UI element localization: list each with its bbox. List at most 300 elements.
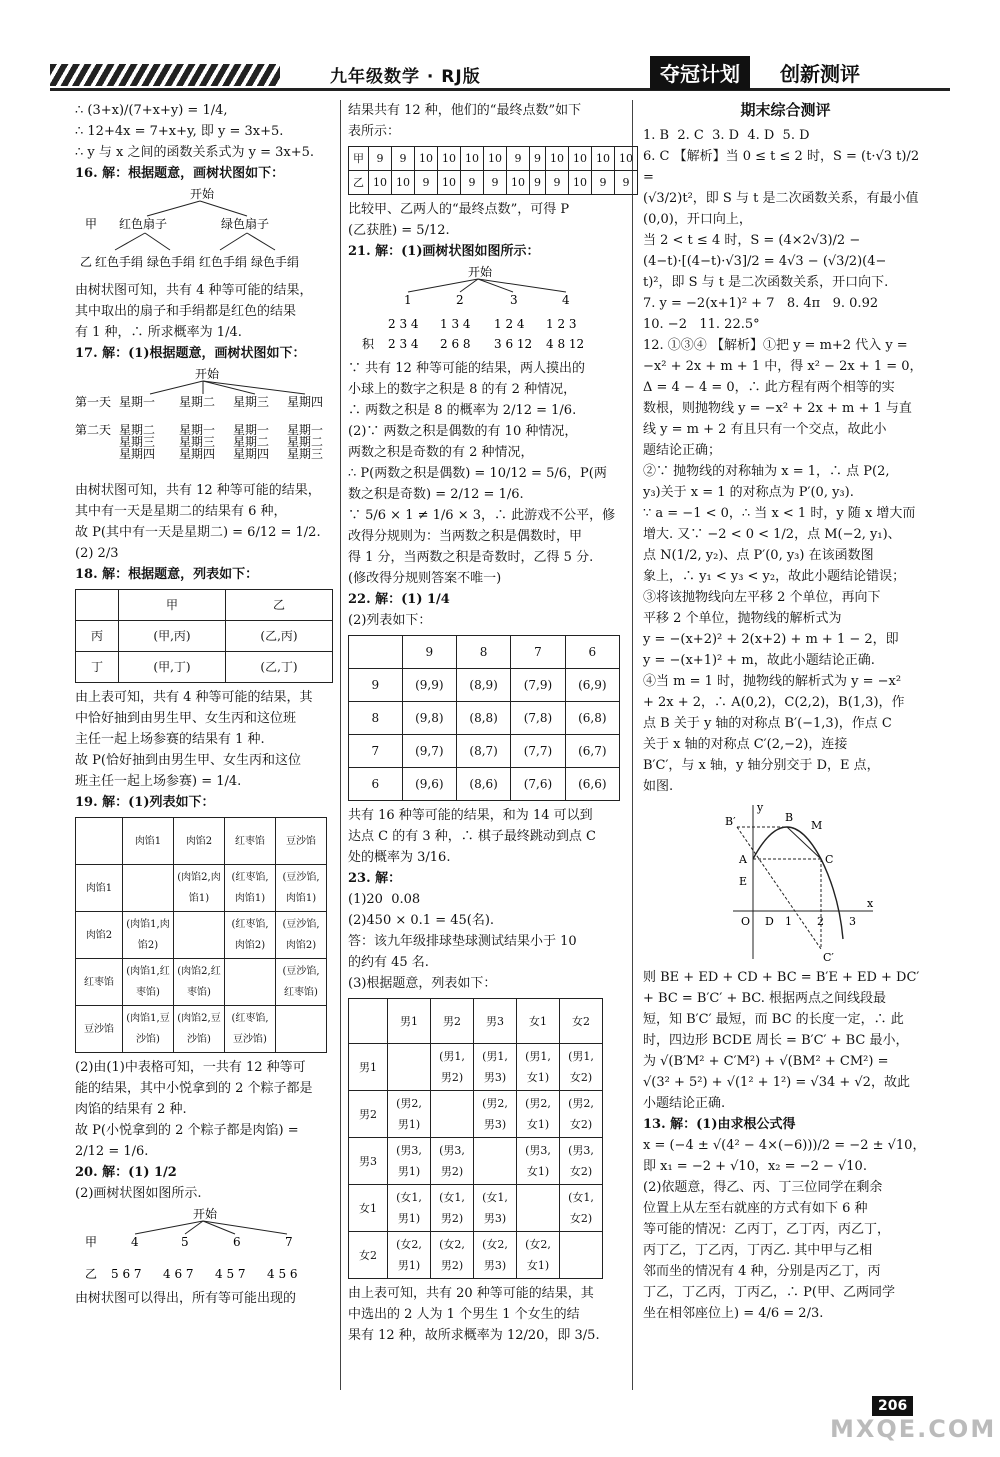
table-cell: (肉馅1,红枣馅)	[123, 959, 174, 1006]
table-cell: (7,9)	[511, 669, 565, 702]
table-cell: (8,7)	[456, 735, 510, 768]
table-cell: 乙	[226, 590, 333, 621]
text-line: 丁乙，丁乙丙，丁丙乙，∴ P(甲、乙两同学	[643, 1285, 895, 1300]
text-line: 丙丁乙，丁乙丙，丁丙乙. 其中甲与乙相	[643, 1243, 873, 1258]
table-cell	[123, 865, 174, 912]
text-line: (2)列表如下：	[348, 613, 432, 628]
text-line: 的约有 45 名.	[348, 955, 429, 970]
text-line: 增大. 又∵ −2 < 0 < 1/2，点 M(−2, y₁)、	[643, 527, 901, 542]
table-cell: 9	[369, 147, 392, 171]
text-line: 则 BE + ED + CD + BC = B′E + ED + DC′	[643, 970, 920, 985]
segment-b-prime-c-prime	[737, 827, 821, 949]
tree-node: 4 5 7	[215, 1267, 246, 1281]
question-13: 13. 解：(1)由求根公式得	[643, 1117, 796, 1132]
text-line: 6. C 【解析】当 0 ≤ t ≤ 2 时，S = (t·√3 t)/2 =	[643, 149, 924, 185]
parabola-graph	[723, 799, 883, 965]
table-cell: (男2,女1)	[517, 1091, 560, 1138]
table-cell: 丁	[76, 652, 119, 683]
text-line: 改得分规则为：当两数之积是偶数时，甲	[348, 529, 583, 544]
table-cell: 9	[349, 669, 403, 702]
tree-root: 开始	[190, 187, 215, 201]
table-cell: 9	[392, 147, 415, 171]
column-left	[75, 100, 335, 1309]
column-right	[643, 100, 928, 1324]
table-cell: (6,8)	[565, 702, 619, 735]
text-line: y₃)关于 x = 1 的对称点为 P′(0, y₃).	[643, 485, 854, 500]
table-cell: (9,8)	[402, 702, 456, 735]
text-line: 如图.	[643, 779, 674, 794]
text-line: 7. y = −2(x+1)² + 7 8. 4π 9. 0.92	[643, 296, 879, 311]
table-cell: 10	[569, 147, 592, 171]
table-cell: (豆沙馅,肉馅1)	[276, 865, 327, 912]
table-cell: (9,6)	[402, 768, 456, 801]
tree-node: 星期四	[179, 447, 216, 461]
column-middle	[348, 100, 633, 1346]
text-line: 其中有一天是星期二的结果有 6 种，	[75, 504, 287, 519]
text-line: 即 x₁ = −2 + √10，x₂ = −2 − √10.	[643, 1159, 867, 1174]
table-cell: (红枣馅,肉馅2)	[225, 912, 276, 959]
table-cell: 10	[546, 147, 569, 171]
column-divider	[632, 100, 633, 1390]
text-line: 关于 x 轴的对称点 C′(2,−2)，连接	[643, 737, 848, 752]
point-label: A	[739, 853, 747, 866]
text-line: 坐在相邻座位上) = 4/6 = 2/3.	[643, 1306, 824, 1321]
tree-node: 星期一	[179, 423, 216, 437]
text-line: + BC = B′C′ + BC. 根据两点之间线段最	[643, 991, 887, 1006]
table-cell: 10	[484, 147, 507, 171]
table-header-row	[349, 999, 603, 1044]
table-cell: 8	[349, 702, 403, 735]
table-cell: 9	[484, 171, 507, 195]
table-cell	[517, 1185, 560, 1232]
text-line: 时，四边形 BCDE 周长 = B′C′ + BC 最小，	[643, 1033, 909, 1048]
text-line: 结果共有 12 种，他们的“最终点数”如下	[348, 103, 582, 118]
table-cell	[276, 1006, 327, 1053]
tree-node: 2 6 8	[440, 337, 471, 351]
text-line: (0,0)，开口向上，	[643, 212, 752, 227]
table-cell: (8,6)	[456, 768, 510, 801]
table-18	[75, 589, 333, 683]
table-row	[349, 171, 638, 195]
text-line: (2)由(1)中表格可知，一共有 12 种等可	[75, 1060, 306, 1075]
points-table	[348, 146, 638, 195]
table-cell: 10	[369, 171, 392, 195]
table-cell: 女1	[349, 1185, 388, 1232]
table-cell: 女2	[560, 999, 603, 1044]
table-cell: 9	[592, 171, 615, 195]
table-cell: 肉馅1	[76, 865, 123, 912]
text-line: (1)20 0.08	[348, 892, 421, 907]
text-line: 2/12 = 1/6.	[75, 1144, 149, 1159]
tree-node: 2 3 4	[388, 337, 419, 351]
text-line: t)²，即 S 与 t 是二次函数关系，开口向下.	[643, 275, 889, 290]
tree-node: 星期三	[233, 395, 270, 409]
tick-label: 1	[785, 915, 792, 928]
text-line: 处的概率为 3/16.	[348, 850, 451, 865]
tree-node: 星期一	[233, 423, 270, 437]
text-line: 两数之积是奇数的有 2 种情况，	[348, 445, 534, 460]
tree-node: 4 8 12	[546, 337, 585, 351]
tree-node: 4	[131, 1235, 139, 1249]
table-row	[349, 735, 620, 768]
table-cell	[174, 912, 225, 959]
table-cell: 9	[530, 171, 546, 195]
table-cell: 9	[402, 636, 456, 669]
table-cell: 男3	[474, 999, 517, 1044]
table-cell: 肉馅2	[76, 912, 123, 959]
table-cell: 9	[415, 171, 438, 195]
table-cell: (男1,男3)	[474, 1044, 517, 1091]
tree-level-label: 第一天	[75, 395, 112, 409]
table-cell: 10	[592, 147, 615, 171]
point-label: E	[739, 875, 748, 888]
text-line: 表所示：	[348, 124, 401, 139]
table-cell: (7,6)	[511, 768, 565, 801]
text-line: 数根，则抛物线 y = −x² + 2x + m + 1 与直	[643, 401, 912, 416]
table-cell: (女1,男3)	[474, 1185, 517, 1232]
tree-node: 1 3 4	[440, 317, 471, 331]
table-header-row	[76, 590, 333, 621]
table-cell: (乙,丙)	[226, 621, 333, 652]
table-cell: (男3,女2)	[560, 1138, 603, 1185]
text-line: 能的结果，其中小悦拿到的 2 个粽子都是	[75, 1081, 313, 1096]
text-line: 由树状图可知，共有 12 种等可能的结果，	[75, 483, 321, 498]
table-cell: 女2	[349, 1232, 388, 1279]
tree-node: 5 6 7	[111, 1267, 142, 1281]
table-cell: 豆沙馅	[276, 818, 327, 865]
header-stripe-decoration	[50, 64, 280, 86]
text-line: 故 P(其中有一天是星期二) = 6/12 = 1/2.	[75, 525, 321, 540]
text-line: 为 √(B′M² + C′M²) + √(BM² + CM²) =	[643, 1054, 889, 1069]
table-row	[349, 147, 638, 171]
text-line: 故 P(恰好抽到由男生甲、女生丙和这位	[75, 753, 301, 768]
question-18: 18. 解：根据题意，列表如下：	[75, 567, 259, 582]
question-21: 21. 解：(1)画树状图如图所示：	[348, 244, 540, 259]
text-line: ∵ 5/6 × 1 ≠ 1/6 × 3，∴ 此游戏不公平，修	[348, 508, 616, 523]
tree-node: 星期二	[179, 395, 216, 409]
text-line: 共有 16 种等可能的结果，和为 14 可以到	[348, 808, 593, 823]
text-line: 短，知 B′C′ 最短，而 BC 的长度一定，∴ 此	[643, 1012, 904, 1027]
table-cell: 肉馅1	[123, 818, 174, 865]
text-line: (2) 2/3	[75, 546, 119, 561]
table-cell: (女2,男1)	[388, 1232, 431, 1279]
table-cell	[388, 1044, 431, 1091]
table-cell: 男3	[349, 1138, 388, 1185]
table-cell: (豆沙馅,红枣馅)	[276, 959, 327, 1006]
tree-node: 星期四	[119, 447, 156, 461]
table-cell: (男2,男3)	[474, 1091, 517, 1138]
text-line: y = −(x+1)² + m，故此小题结论正确.	[643, 653, 875, 668]
table-cell: (7,8)	[511, 702, 565, 735]
text-line: B′C′，与 x 轴，y 轴分别交于 D，E 点，	[643, 758, 880, 773]
brand-logo: 夺冠计划	[650, 56, 750, 90]
table-23	[348, 998, 603, 1279]
tree-root: 开始	[468, 265, 493, 279]
text-line: + 2x + 2，∴ A(0,2)，C(2,2)，B(1,3)，作	[643, 695, 905, 710]
table-cell: 甲	[119, 590, 226, 621]
tree-node: 星期三	[179, 435, 216, 449]
axis-label: y	[757, 801, 764, 814]
text-line: 有 1 种，∴ 所求概率为 1/4.	[75, 325, 242, 340]
table-cell	[76, 590, 119, 621]
tree-node: 星期四	[233, 447, 270, 461]
tick-label: 3	[849, 915, 856, 928]
axis-label: x	[867, 897, 874, 910]
watermark: MXQE.COM	[830, 1415, 997, 1443]
tree-node: 星期四	[287, 395, 324, 409]
point-label: C′	[823, 951, 834, 964]
table-cell	[349, 999, 388, 1044]
text-line: ③将该抛物线向左平移 2 个单位，再向下	[643, 590, 881, 605]
text-line: 等可能的情况：乙丙丁，乙丁丙，丙乙丁，	[643, 1222, 891, 1237]
table-cell: (女2,男3)	[474, 1232, 517, 1279]
table-cell: 10	[415, 147, 438, 171]
point-label: C	[825, 853, 834, 866]
table-cell: (甲,丙)	[119, 621, 226, 652]
table-cell: 7	[349, 735, 403, 768]
tree-node: 4 6 7	[163, 1267, 194, 1281]
point-label: M	[811, 819, 823, 832]
table-row	[76, 912, 327, 959]
table-cell: (6,9)	[565, 669, 619, 702]
table-cell: 9	[546, 171, 569, 195]
table-row	[349, 1044, 603, 1091]
text-line: ∴ 两数之积是 8 的概率为 2/12 = 1/6.	[348, 403, 577, 418]
tree-node: 星期一	[287, 423, 324, 437]
column-divider	[340, 100, 341, 1390]
table-cell: 10	[438, 147, 461, 171]
table-cell: 9	[530, 147, 546, 171]
table-22	[348, 635, 620, 801]
tree-level-label: 甲	[85, 217, 98, 231]
table-cell: 10	[569, 171, 592, 195]
tree-node: 1 2 3	[546, 317, 577, 331]
table-cell: 10	[615, 147, 638, 171]
table-cell: (男3,女1)	[517, 1138, 560, 1185]
tree-root: 开始	[193, 1207, 218, 1221]
table-row	[349, 669, 620, 702]
table-cell: 10	[461, 147, 484, 171]
text-line: ∴ P(两数之积是偶数) = 10/12 = 5/6，P(两	[348, 466, 607, 481]
tree-diagram-21	[348, 264, 608, 356]
table-cell: 红枣馅	[76, 959, 123, 1006]
table-cell: 男1	[388, 999, 431, 1044]
table-cell: 肉馅2	[174, 818, 225, 865]
tree-level-label: 乙	[80, 255, 93, 269]
table-cell: (肉馅2,豆沙馅)	[174, 1006, 225, 1053]
text-line: ∵ a = −1 < 0，∴ 当 x < 1 时，y 随 x 增大而	[643, 506, 916, 521]
table-row	[349, 768, 620, 801]
text-line: 当 2 < t ≤ 4 时，S = (4×2√3)/2 −	[643, 233, 861, 248]
table-row	[349, 1138, 603, 1185]
table-cell: 6	[349, 768, 403, 801]
table-cell: 10	[392, 171, 415, 195]
table-cell: (男1,男2)	[431, 1044, 474, 1091]
table-cell	[349, 636, 403, 669]
text-line: 位置上从左至右就座的方式有如下 6 种	[643, 1201, 868, 1216]
text-line: 班主任一起上场参赛) = 1/4.	[75, 774, 242, 789]
table-cell: (6,6)	[565, 768, 619, 801]
text-line: 比较甲、乙两人的“最终点数”，可得 P	[348, 202, 570, 217]
text-line: 得 1 分，当两数之积是奇数时，乙得 5 分.	[348, 550, 594, 565]
table-cell: (肉馅1,肉馅2)	[123, 912, 174, 959]
question-19: 19. 解：(1)列表如下：	[75, 795, 215, 810]
table-cell: 红枣馅	[225, 818, 276, 865]
page-number: 206	[872, 1396, 913, 1416]
question-20: 20. 解：(1) 1/2	[75, 1165, 177, 1180]
text-line: ②∵ 抛物线的对称轴为 x = 1，∴ 点 P(2,	[643, 464, 890, 479]
table-cell: (7,7)	[511, 735, 565, 768]
table-cell: (肉馅2,肉馅1)	[174, 865, 225, 912]
table-cell: (男3,男2)	[431, 1138, 474, 1185]
text-line: (2)画树状图如图所示.	[75, 1186, 202, 1201]
table-cell: (甲,丁)	[119, 652, 226, 683]
table-cell: (女1,女2)	[560, 1185, 603, 1232]
text-line: 主任一起上场参赛的结果有 1 种.	[75, 732, 265, 747]
question-16: 16. 解：根据题意，画树状图如下：	[75, 166, 285, 181]
table-cell: 9	[507, 147, 530, 171]
table-cell: (女1,男2)	[431, 1185, 474, 1232]
tree-node: 红色手绢	[199, 255, 248, 269]
tree-diagram-16	[75, 186, 315, 278]
text-line: 由上表可知，共有 4 种等可能的结果，其	[75, 690, 313, 705]
table-cell: (乙,丁)	[226, 652, 333, 683]
text-line: ∵ 共有 12 种等可能的结果，两人摸出的	[348, 361, 585, 376]
text-line: (2)依题意，得乙、丙、丁三位同学在剩余	[643, 1180, 883, 1195]
point-label: B′	[725, 815, 736, 828]
table-cell	[76, 818, 123, 865]
text-line: 12. ①③④ 【解析】①把 y = m+2 代入 y =	[643, 338, 908, 353]
table-row	[76, 865, 327, 912]
table-cell	[560, 1232, 603, 1279]
table-cell	[431, 1091, 474, 1138]
tree-node: 红色扇子	[119, 217, 168, 231]
table-row	[76, 652, 333, 683]
text-line: 由树状图可以得出，所有等可能出现的	[75, 1291, 297, 1306]
tree-node: 1	[404, 293, 412, 307]
text-line: (2)∵ 两数之积是偶数的有 10 种情况，	[348, 424, 578, 439]
text-line: ∴ 12+4x = 7+x+y, 即 y = 3x+5.	[75, 124, 284, 139]
table-cell: 男2	[349, 1091, 388, 1138]
table-cell: 7	[511, 636, 565, 669]
text-line: ④当 m = 1 时，抛物线的解析式为 y = −x²	[643, 674, 902, 689]
tree-level-label: 乙	[85, 1267, 98, 1281]
table-row	[349, 702, 620, 735]
table-cell: (6,7)	[565, 735, 619, 768]
tree-node: 2	[456, 293, 464, 307]
text-line: x = (−4 ± √(4² − 4×(−6)))/2 = −2 ± √10，	[643, 1138, 926, 1153]
text-line: 肉馅的结果有 2 种.	[75, 1102, 187, 1117]
tree-node: 星期二	[233, 435, 270, 449]
text-line: ∴ (3+x)/(7+x+y) = 1/4,	[75, 103, 228, 118]
text-line: 果有 12 种，故所求概率为 12/20，即 3/5.	[348, 1328, 600, 1343]
table-cell: (男1,女1)	[517, 1044, 560, 1091]
text-line: 答：该九年级排球垫球测试结果小于 10	[348, 934, 577, 949]
text-line: (4−t)·[(4−t)·√3]/2 = 4√3 − (√3/2)(4−	[643, 254, 887, 269]
text-line: (乙获胜) = 5/12.	[348, 223, 450, 238]
tree-node: 4 5 6	[267, 1267, 298, 1281]
table-cell: 10	[438, 171, 461, 195]
table-cell: (肉馅1,豆沙馅)	[123, 1006, 174, 1053]
tree-level-label: 第二天	[75, 423, 112, 437]
text-line: y = −(x+2)² + 2(x+2) + m + 1 − 2，即	[643, 632, 899, 647]
table-header-row	[349, 636, 620, 669]
text-line: 10. −2 11. 22.5°	[643, 317, 760, 332]
table-cell: 8	[456, 636, 510, 669]
table-cell: (9,7)	[402, 735, 456, 768]
point-label: D	[765, 915, 774, 928]
table-cell: 乙	[349, 171, 369, 195]
tree-node: 3	[510, 293, 518, 307]
text-line: 中恰好抽到由男生甲、女生丙和这位班	[75, 711, 297, 726]
table-cell	[225, 959, 276, 1006]
book-title: 九年级数学 · RJ版	[330, 67, 481, 87]
text-line: √(3² + 5²) + √(1² + 1²) = √34 + √2，故此	[643, 1075, 910, 1090]
point-label: O	[741, 915, 751, 928]
table-cell: (男3,男1)	[388, 1138, 431, 1185]
table-cell: 10	[507, 171, 530, 195]
text-line: 邻而坐的情况有 4 种，分别是丙乙丁，丙	[643, 1264, 881, 1279]
text-line: (修改得分规则答案不唯一)	[348, 571, 502, 586]
table-cell: 甲	[349, 147, 369, 171]
tree-node: 5	[181, 1235, 189, 1249]
text-line: 由树状图可知，共有 4 种等可能的结果，	[75, 283, 313, 298]
table-19	[75, 817, 327, 1053]
text-line: 点 N(1/2, y₂)、点 P′(0, y₃) 在该函数图	[643, 548, 874, 563]
table-cell: (男2,男1)	[388, 1091, 431, 1138]
text-line: 由上表可知，共有 20 种等可能的结果，其	[348, 1286, 594, 1301]
text-line: 故 P(小悦拿到的 2 个粽子都是肉馅) =	[75, 1123, 299, 1138]
table-cell: (女2,女1)	[517, 1232, 560, 1279]
table-row	[76, 1006, 327, 1053]
table-cell: (女1,男1)	[388, 1185, 431, 1232]
tree-node: 绿色手绢	[147, 255, 196, 269]
text-line: 线 y = m + 2 有且只有一个交点，故此小	[643, 422, 887, 437]
text-line: 数之积是奇数) = 2/12 = 1/6.	[348, 487, 524, 502]
text-line: 点 B 关于 y 轴的对称点 B′(−1,3)，作点 C	[643, 716, 892, 731]
table-row	[349, 1232, 603, 1279]
point-label: B	[785, 811, 794, 824]
table-cell: (红枣馅,肉馅1)	[225, 865, 276, 912]
table-cell: (男2,女2)	[560, 1091, 603, 1138]
table-row	[349, 1091, 603, 1138]
tree-node: 星期二	[119, 423, 156, 437]
text-line: 小球上的数字之积是 8 的有 2 种情况，	[348, 382, 577, 397]
table-cell: (8,9)	[456, 669, 510, 702]
series-title: 创新测评	[780, 62, 860, 86]
text-line: −x² + 2x + m + 1 中，得 x² − 2x + 1 = 0，	[643, 359, 923, 374]
table-cell: (男1,女2)	[560, 1044, 603, 1091]
table-cell: 6	[565, 636, 619, 669]
section-title: 期末综合测评	[740, 101, 831, 119]
table-header-row	[76, 818, 327, 865]
table-cell: 丙	[76, 621, 119, 652]
table-cell: 男2	[431, 999, 474, 1044]
tree-node: 星期三	[119, 435, 156, 449]
question-22: 22. 解：(1) 1/4	[348, 592, 450, 607]
text-line: ∴ y 与 x 之间的函数关系式为 y = 3x+5.	[75, 145, 315, 160]
page-header	[40, 56, 960, 94]
table-cell: 男1	[349, 1044, 388, 1091]
table-cell: (9,9)	[402, 669, 456, 702]
tree-node: 2 3 4	[388, 317, 419, 331]
text-line: 象上，∴ y₁ < y₃ < y₂，故此小题结论错误；	[643, 569, 906, 584]
table-row	[76, 959, 327, 1006]
table-cell: (肉馅2,红枣馅)	[174, 959, 225, 1006]
table-cell: 女1	[517, 999, 560, 1044]
text-line: 平移 2 个单位，抛物线的解析式为	[643, 611, 842, 626]
tree-node: 1 2 4	[494, 317, 525, 331]
